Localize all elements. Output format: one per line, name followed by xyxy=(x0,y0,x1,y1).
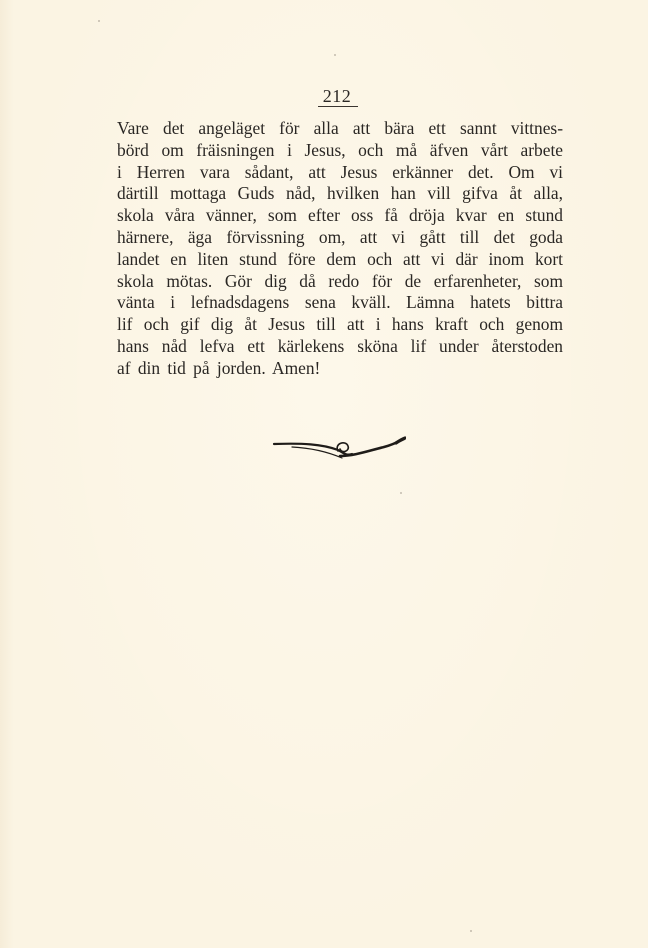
page-number-rule xyxy=(318,106,358,107)
text-line: Vare det angeläget för alla att bära ett sannt vittnes- xyxy=(117,118,563,138)
text-line: skola våra vänner, som efter oss få dröja kvar en stund xyxy=(117,205,563,226)
page-number: 212 xyxy=(322,86,352,106)
text-line: härnere, äga förvissning om, att vi gått till det goda xyxy=(117,226,563,247)
text-line: vänta i lefnadsdagens sena kväll. Lämna hatets bittra xyxy=(117,292,563,313)
tail-flourish-icon xyxy=(272,434,406,464)
paper-speck xyxy=(334,54,336,56)
text-line: landet en liten stund före dem och att vi där inom kort xyxy=(117,248,563,269)
text-line-final: af din tid på jorden. Amen! xyxy=(117,357,321,378)
text-line: hans nåd lefva ett kärlekens sköna lif under återstoden xyxy=(117,335,563,356)
body-paragraph xyxy=(117,118,563,380)
paper-speck xyxy=(400,492,402,494)
text-line: i Herren vara sådant, att Jesus erkänner det. Om vi xyxy=(117,161,563,182)
text-line: därtill mottaga Guds nåd, hvilken han vill gifva åt alla, xyxy=(117,183,563,204)
text-line: börd om fräisningen i Jesus, och må äfven vårt arbete xyxy=(117,139,563,160)
paper-speck xyxy=(470,930,472,932)
text-line: lif och gif dig åt Jesus till att i hans kraft och genom xyxy=(117,314,563,335)
paper-speck xyxy=(98,20,100,22)
text-line: skola mötas. Gör dig då redo för de erfarenheter, som xyxy=(117,270,563,291)
